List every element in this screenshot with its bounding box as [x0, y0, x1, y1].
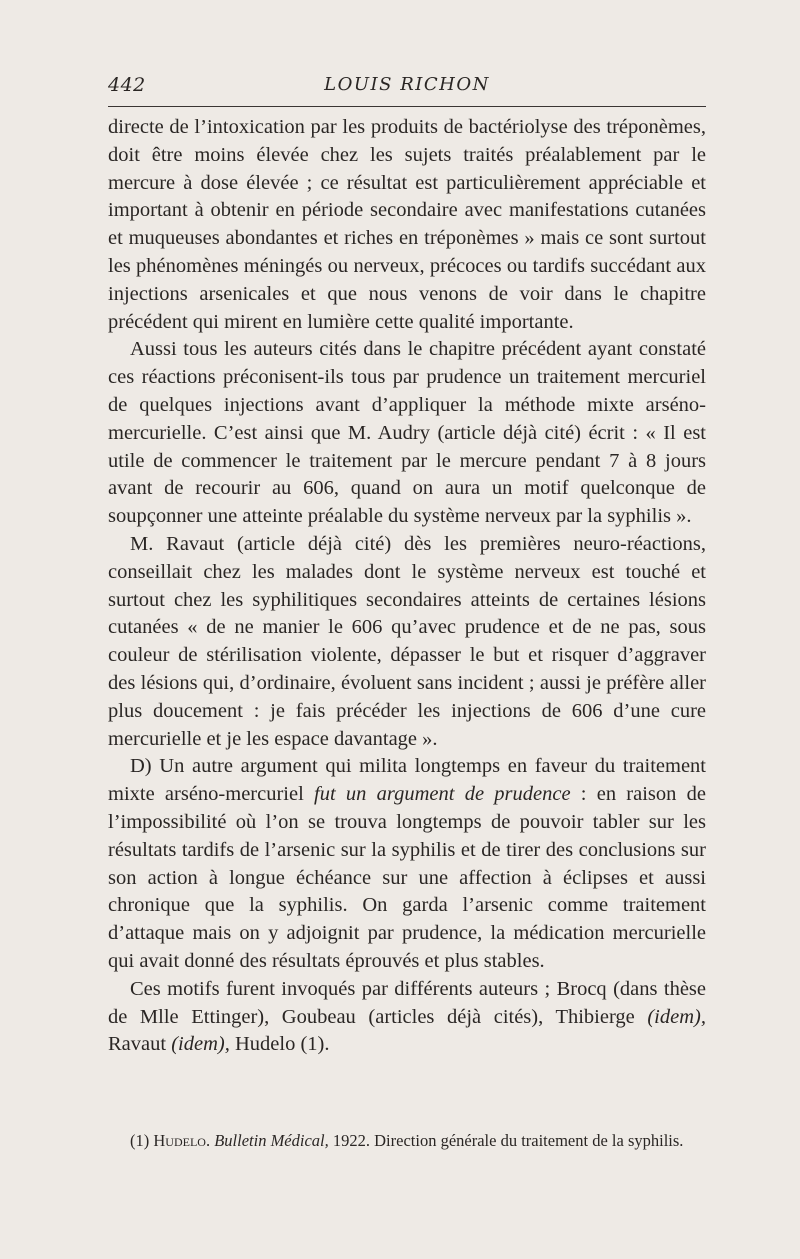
footnote-journal: Bulletin Médical, — [214, 1131, 329, 1150]
paragraph-text: Ravaut — [108, 1033, 172, 1056]
paragraph: M. Ravaut (article déjà cité) dès les premières neuro-réactions, conseillait chez les malades dont le système nerveux est touché et surtout chez les syphilitiques secondaires atteints de certaines lésions cutanées « de ne manier le 606 qu’avec prudence et de ne pas, sous couleur de stérilisation violente, dépasser le but et risquer d’aggraver des lésions qui, d’ordinaire, évoluent sans incident ; aussi je préfère aller plus doucement : je fais précéder les injections de 606 d’une cure mercurielle et je les espace davantage ». — [108, 532, 706, 750]
footnote — [108, 1130, 706, 1152]
header-rule — [108, 106, 706, 107]
paragraph: Aussi tous les auteurs cités dans le chapitre précédent ayant constaté ces réactions préconisent-ils tous par prudence un traitement mercuriel de quelques injections avant d’appliquer la méthode mixte arséno-mercurielle. C’est ainsi que M. Audry (article déjà cité) écrit : « Il est utile de commencer le traitement par le mercure pendant 7 à 8 jours avant de recourir au 606, quand on aura un motif quelconque de soupçonner une atteinte préalable du système nerveux par la syphilis ». — [108, 338, 706, 528]
paragraph-text: D) Un autre argument qui milita longtemps en faveur du traitement mixte arséno-mercuriel — [108, 755, 706, 806]
page-number: 442 — [108, 74, 146, 96]
running-title: LOUIS RICHON — [324, 74, 490, 95]
italic-idem: (idem), — [171, 1033, 230, 1056]
italic-idem: (idem), — [647, 1005, 706, 1028]
paragraph — [108, 753, 706, 975]
page-header — [108, 74, 706, 98]
paragraph — [108, 976, 706, 1059]
footnote-marker: (1) — [130, 1131, 150, 1150]
footnote-author: Hudelo. — [153, 1131, 211, 1150]
body-text — [108, 114, 706, 1059]
italic-phrase: fut un argument de prudence — [314, 783, 571, 806]
paragraph-text: Hudelo (1). — [229, 1033, 330, 1056]
paragraph-text: : en raison de l’impossibilité où l’on se trouva longtemps de pouvoir tabler sur les résultats tardifs de l’arsenic sur la syphilis et de tirer des conclusions sur son action à longue échéance sur une affection à éclipses et aussi chronique que la syphilis. On garda l’arsenic comme traitement d’attaque mais on y adjoignit par prudence, la médication mercurielle qui avait donné des résultats éprouvés et plus stables. — [108, 783, 706, 972]
footnote-text: 1922. Direction générale du traitement de la syphilis. — [332, 1131, 684, 1150]
paragraph-text: Ces motifs furent invoqués par différents auteurs ; Brocq (dans thèse de Mlle Ettinger), Goubeau (articles déjà cités), Thibierge — [108, 977, 706, 1028]
paragraph: directe de l’intoxication par les produits de bactériolyse des tréponèmes, doit être moins élevée chez les sujets traités préalablement par le mercure à dose élevée ; ce résultat est particulièrement appréciable et important à obtenir en période secondaire avec manifestations cutanées et muqueuses abondantes et riches en tréponèmes » mais ce sont surtout les phénomènes méningés ou nerveux, précoces ou tardifs succédant aux injections arsenicales et que nous venons de voir dans le chapitre précédent qui mirent en lumière cette qualité importante. — [108, 116, 706, 333]
